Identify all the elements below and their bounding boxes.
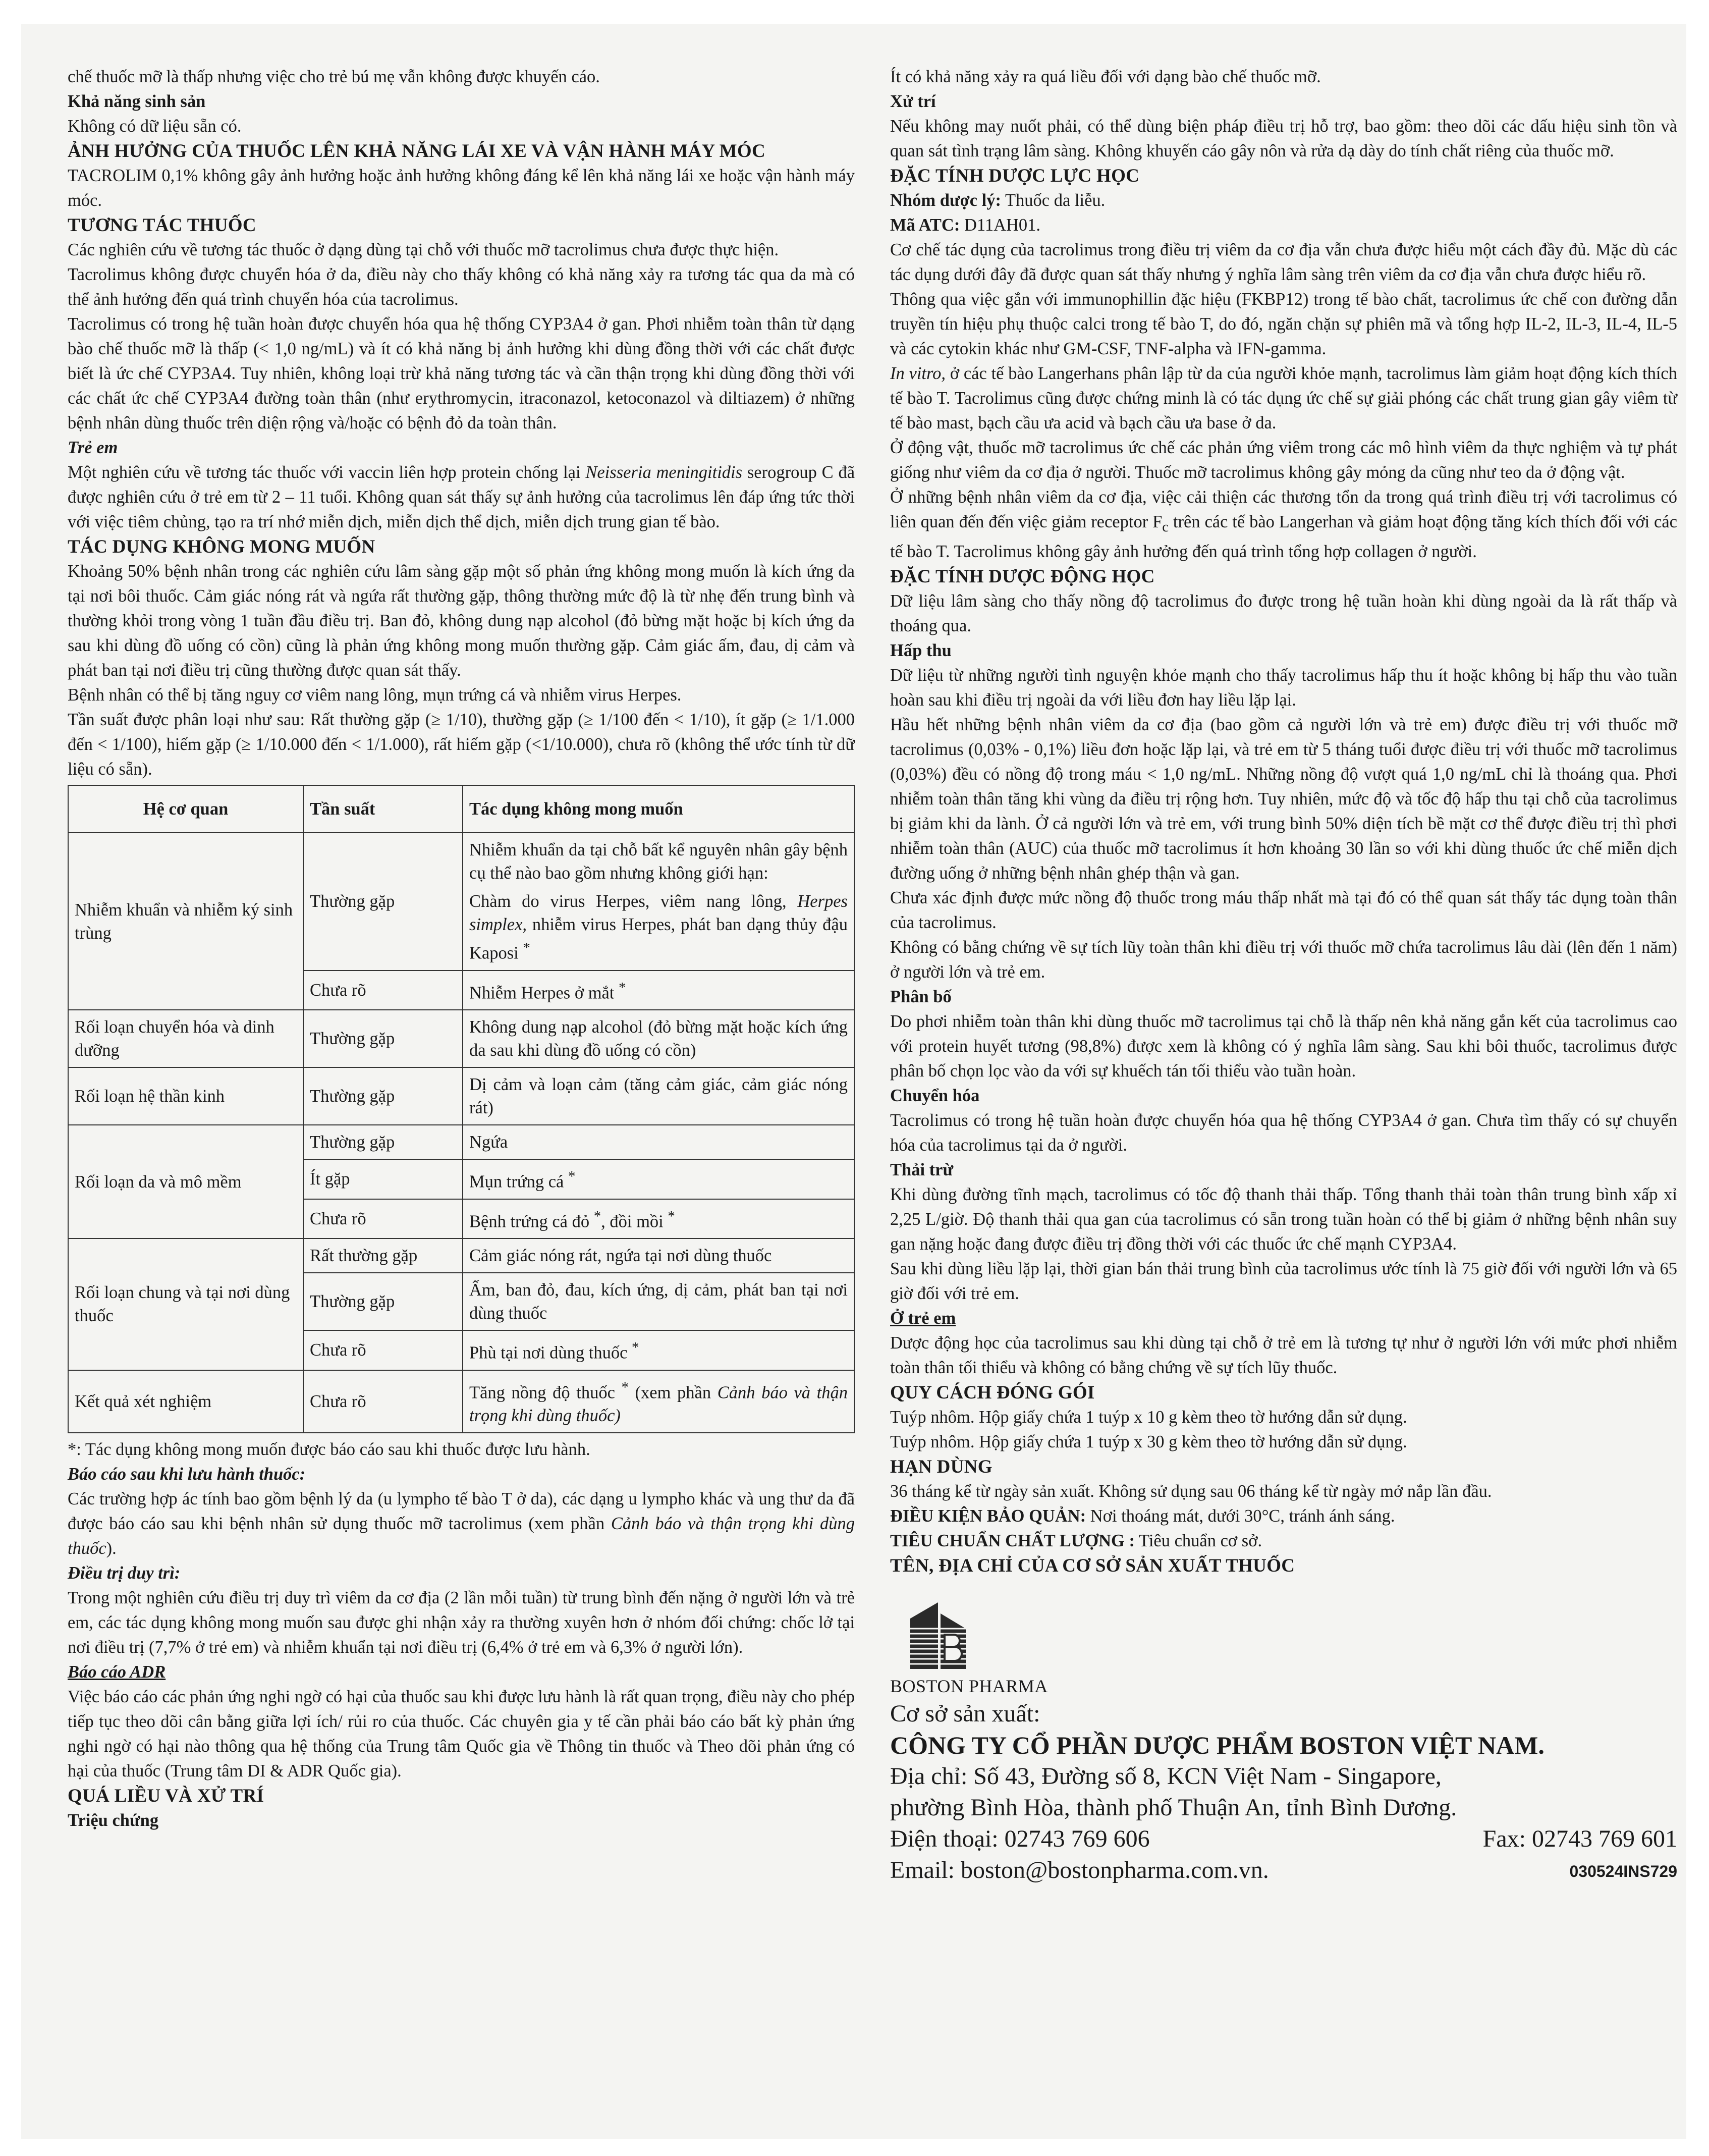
table-cell: Ít gặp <box>303 1159 463 1199</box>
report-adr-text: Việc báo cáo các phản ứng nghi ngờ có hại của thuốc sau khi được lưu hành là rất quan trọng, điều này cho phép tiếp tục theo dõi cân bằng giữa lợi ích/ rủi ro của thuốc. Các chuyên gia y tế cần phải báo cáo bất kỳ phản ứng nghi ngờ có hại nào thông qua hệ thống của Trung tâm Quốc gia về Thông tin thuốc và Theo dõi phản ứng có hại của thuốc (Trung tâm DI & ADR Quốc gia). <box>68 1687 855 1781</box>
table-cell: Nhiễm khuẩn và nhiễm ký sinh trùng <box>68 833 303 1010</box>
absorption-heading: Hấp thu <box>890 640 952 660</box>
phone-fax-row <box>890 1823 1677 1855</box>
absorption-p3: Chưa xác định được mức nồng độ thuốc trong máu thấp nhất mà tại đó có thể quan sát thấy tác dụng toàn thân của tacrolimus. <box>890 888 1677 932</box>
absorption-p1: Dữ liệu từ những người tình nguyện khỏe mạnh cho thấy tacrolimus hấp thu ít hoặc không bị hấp thu vào tuần hoàn sau khi điều trị ngoài da với liều đơn hay liều lặp lại. <box>890 665 1677 710</box>
table-row <box>68 1238 854 1273</box>
interactions-p2: Tacrolimus không được chuyển hóa ở da, điều này cho thấy không có khả năng xảy ra tương tác qua da mà có thể ảnh hưởng đến quá trình chuyển hóa của tacrolimus. <box>68 265 855 309</box>
elimination-heading: Thải trừ <box>890 1160 954 1179</box>
driving-text: TACROLIM 0,1% không gây ảnh hưởng hoặc ảnh hưởng không đáng kể lên khả năng lái xe hoặc vận hành máy móc. <box>68 166 855 210</box>
distribution-heading: Phân bố <box>890 987 952 1006</box>
table-header: Tác dụng không mong muốn <box>463 785 854 833</box>
left-column <box>68 65 855 1833</box>
pd-p1: Cơ chế tác dụng của tacrolimus trong điều trị viêm da cơ địa vẫn chưa được hiểu một cách đầy đủ. Mặc dù các tác dụng dưới đây đã được quan sát thấy nhưng ý nghĩa lâm sàng trên viêm da cơ địa vẫn chưa được hiểu rõ. <box>890 240 1677 284</box>
driving-heading: ẢNH HƯỞNG CỦA THUỐC LÊN KHẢ NĂNG LÁI XE VÀ VẬN HÀNH MÁY MÓC <box>68 141 765 161</box>
fertility-text: Không có dữ liệu sẵn có. <box>68 117 242 136</box>
report-adr-heading: Báo cáo ADR <box>68 1662 166 1682</box>
address-line-1: Địa chỉ: Số 43, Đường số 8, KCN Việt Nam - Singapore, <box>890 1762 1442 1790</box>
table-header: Tần suất <box>303 785 463 833</box>
table-row <box>68 1370 854 1433</box>
interactions-p1: Các nghiên cứu về tương tác thuốc ở dạng dùng tại chỗ với thuốc mỡ tacrolimus chưa được thực hiện. <box>68 240 779 259</box>
manufacturer-label: Cơ sở sản xuất: <box>890 1700 1040 1727</box>
adr-p1: Khoảng 50% bệnh nhân trong các nghiên cứu lâm sàng gặp một số phản ứng không mong muốn là kích ứng da tại nơi bôi thuốc. Cảm giác nóng rát và ngứa rất thường gặp, thông thường mức độ là từ nhẹ đến trung bình và thường khỏi trong vòng 1 tuần đầu điều trị. Ban đỏ, không dung nạp alcohol (đỏ bừng mặt hoặc bị kích ứng da sau khi dùng đồ uống có cồn) cũng là phản ứng không mong muốn thường gặp. Cảm giác ấm, đau, dị cảm và phát ban tại nơi điều trị cũng thường được quan sát thấy. <box>68 562 855 680</box>
table-cell: Thường gặp <box>303 833 463 971</box>
absorption-p2: Hầu hết những bệnh nhân viêm da cơ địa (bao gồm cả người lớn và trẻ em) được điều trị với thuốc mỡ tacrolimus (0,03% - 0,1%) liều đơn hoặc lặp lại, và trẻ em từ 5 tháng tuổi được điều trị với thuốc mỡ tacrolimus (0,03%) đều có nồng độ trong máu < 1,0 ng/mL. Những nồng độ vượt quá 1,0 ng/mL chỉ là thoáng qua. Phơi nhiễm toàn thân tăng khi vùng da điều trị rộng hơn. Tuy nhiên, mức độ và tốc độ hấp thu tại chỗ của tacrolimus bị giảm khi da lành. Ở cả người lớn và trẻ em, với trung bình 50% diện tích bề mặt cơ thể được điều trị thì phơi nhiễm toàn thân (AUC) của thuốc mỡ tacrolimus ít hơn khoảng 30 lần so với khi dùng thuốc ức chế miễn dịch đường uống ở những bệnh nhân ghép thận và gan. <box>890 715 1677 883</box>
packaging-heading: QUY CÁCH ĐÓNG GÓI <box>890 1382 1095 1403</box>
pediatric-heading: Ở trẻ em <box>890 1308 956 1328</box>
table-cell: Rối loạn da và mô mềm <box>68 1125 303 1238</box>
email-address: Email: boston@bostonpharma.com.vn. <box>890 1856 1269 1883</box>
quality-standard: TIÊU CHUẨN CHẤT LƯỢNG : Tiêu chuẩn cơ sở. <box>890 1531 1262 1550</box>
table-cell: Thường gặp <box>303 1067 463 1125</box>
table-cell: Cảm giác nóng rát, ngứa tại nơi dùng thuốc <box>463 1238 854 1273</box>
overdose-heading: QUÁ LIỀU VÀ XỬ TRÍ <box>68 1786 264 1806</box>
building-logo-icon <box>900 1598 976 1674</box>
treatment-text: Nếu không may nuốt phải, có thể dùng biện pháp điều trị hỗ trợ, bao gồm: theo dõi các dấu hiệu sinh tồn và quan sát tình trạng lâm sàng. Không khuyến cáo gây nôn và rửa dạ dày do tính chất riêng của thuốc mỡ. <box>890 117 1677 160</box>
company-name: CÔNG TY CỔ PHẦN DƯỢC PHẨM BOSTON VIỆT NAM. <box>890 1731 1545 1759</box>
distribution-text: Do phơi nhiễm toàn thân khi dùng thuốc mỡ tacrolimus tại chỗ là thấp nên khả năng gắn kết của tacrolimus cao với protein huyết tương (98,8%) được xem là không có ý nghĩa lâm sàng. Sau khi bôi thuốc, tacrolimus được phân bố chọn lọc vào da với sự khuếch tán tối thiểu vào tuần hoàn. <box>890 1011 1677 1081</box>
table-cell: Ấm, ban đỏ, đau, kích ứng, dị cảm, phát ban tại nơi dùng thuốc <box>463 1273 854 1330</box>
table-footnote: *: Tác dụng không mong muốn được báo cáo sau khi thuốc được lưu hành. <box>68 1440 590 1459</box>
pk-p1: Dữ liệu lâm sàng cho thấy nồng độ tacrolimus đo được trong hệ tuần hoàn khi dùng ngoài da là rất thấp và thoáng qua. <box>890 591 1677 635</box>
elimination-p1: Khi dùng đường tĩnh mạch, tacrolimus có tốc độ thanh thải thấp. Tổng thanh thải toàn thân trung bình xấp xỉ 2,25 L/giờ. Độ thanh thải qua gan của tacrolimus có sẵn trong tuần hoàn có thể bị giảm ở những bệnh nhân suy gan nặng hoặc đang được điều trị đồng thời với các thuốc ức chế mạnh CYP3A4. <box>890 1184 1677 1254</box>
table-cell: Dị cảm và loạn cảm (tăng cảm giác, cảm giác nóng rát) <box>463 1067 854 1125</box>
metabolism-heading: Chuyển hóa <box>890 1086 980 1105</box>
adverse-reactions-table <box>68 785 855 1433</box>
pharmacologic-group: Nhóm dược lý: Thuốc da liễu. <box>890 191 1106 210</box>
pediatric-text: Dược động học của tacrolimus sau khi dùng tại chỗ ở trẻ em là tương tự như ở người lớn với mức phơi nhiễm toàn thân tối thiểu và không có bằng chứng về sự tích lũy thuốc. <box>890 1333 1677 1377</box>
table-cell: Rối loạn hệ thần kinh <box>68 1067 303 1125</box>
table-cell: Rối loạn chuyển hóa và dinh dưỡng <box>68 1010 303 1067</box>
treatment-heading: Xử trí <box>890 92 936 111</box>
table-cell: Chưa rõ <box>303 971 463 1010</box>
table-header-row <box>68 785 854 833</box>
elimination-p2: Sau khi dùng liều lặp lại, thời gian bán thải trung bình của tacrolimus ước tính là 75 giờ đối với người lớn và 65 giờ đối với trẻ em. <box>890 1259 1677 1303</box>
adr-heading: TÁC DỤNG KHÔNG MONG MUỐN <box>68 536 375 557</box>
interactions-heading: TƯƠNG TÁC THUỐC <box>68 215 256 236</box>
metabolism-text: Tacrolimus có trong hệ tuần hoàn được chuyển hóa qua hệ thống CYP3A4 ở gan. Chưa tìm thấy có sự chuyển hóa của tacrolimus tại da ở người. <box>890 1110 1677 1155</box>
overdose-text: Ít có khả năng xảy ra quá liều đối với dạng bào chế thuốc mỡ. <box>890 67 1321 86</box>
adr-p2: Bệnh nhân có thể bị tăng nguy cơ viêm nang lông, mụn trứng cá và nhiễm virus Herpes. <box>68 685 682 705</box>
leaflet-sheet <box>21 24 1686 2139</box>
table-cell: Thường gặp <box>303 1273 463 1330</box>
table-row <box>68 1125 854 1159</box>
fax-number: Fax: 02743 769 601 <box>1482 1825 1677 1852</box>
table-cell: Không dung nạp alcohol (đỏ bừng mặt hoặc kích ứng da sau khi dùng đồ uống có cồn) <box>463 1010 854 1067</box>
table-header: Hệ cơ quan <box>68 785 303 833</box>
pharmacodynamics-heading: ĐẶC TÍNH DƯỢC LỰC HỌC <box>890 166 1140 186</box>
table-cell: Nhiễm Herpes ở mắt * <box>463 971 854 1010</box>
table-cell: Thường gặp <box>303 1125 463 1159</box>
packaging-30g: Tuýp nhôm. Hộp giấy chứa 1 tuýp x 30 g kèm theo tờ hướng dẫn sử dụng. <box>890 1432 1407 1451</box>
children-text: Một nghiên cứu về tương tác thuốc với vaccin liên hợp protein chống lại Neisseria meningitidis serogroup C đã được nghiên cứu ở trẻ em từ 2 – 11 tuổi. Không quan sát thấy sự ảnh hưởng của tacrolimus lên đáp ứng tức thời với việc tiêm chủng, tạo ra trí nhớ miễn dịch, miễn dịch thể dịch, miễn dịch trung gian tế bào. <box>68 463 855 531</box>
table-cell: Rất thường gặp <box>303 1238 463 1273</box>
packaging-10g: Tuýp nhôm. Hộp giấy chứa 1 tuýp x 10 g kèm theo tờ hướng dẫn sử dụng. <box>890 1407 1407 1427</box>
children-heading: Trẻ em <box>68 438 118 457</box>
table-row <box>68 1067 854 1125</box>
table-cell: Rối loạn chung và tại nơi dùng thuốc <box>68 1238 303 1370</box>
boston-pharma-logo <box>900 1598 1677 1674</box>
right-column <box>890 65 1677 1886</box>
atc-code: Mã ATC: D11AH01. <box>890 215 1041 235</box>
adr-p3: Tần suất được phân loại như sau: Rất thường gặp (≥ 1/10), thường gặp (≥ 1/100 đến < 1/10), ít gặp (≥ 1/1.000 đến < 1/100), hiếm gặp (≥ 1/10.000 đến < 1/1.000), rất hiếm gặp (<1/10.000), chưa rõ (không thể ước tính từ dữ liệu có sẵn). <box>68 710 855 779</box>
address-line-2: phường Bình Hòa, thành phố Thuận An, tỉnh Bình Dương. <box>890 1794 1457 1821</box>
table-cell: Kết quả xét nghiệm <box>68 1370 303 1433</box>
pd-p4: Ở động vật, thuốc mỡ tacrolimus ức chế các phản ứng viêm trong các mô hình viêm da thực nghiệm và tự phát giống như viêm da cơ địa ở người. Thuốc mỡ tacrolimus không gây mỏng da cũng như teo da ở động vật. <box>890 438 1677 482</box>
symptoms-heading: Triệu chứng <box>68 1811 159 1830</box>
phone-number: Điện thoại: 02743 769 606 <box>890 1825 1150 1852</box>
table-cell: Ngứa <box>463 1125 854 1159</box>
postmarket-text: Các trường hợp ác tính bao gồm bệnh lý da (u lympho tế bào T ở da), các dạng u lympho khác và ung thư da đã được báo cáo sau khi bệnh nhân sử dụng thuốc mỡ tacrolimus (xem phần Cảnh báo và thận trọng khi dùng thuốc). <box>68 1489 855 1558</box>
table-row <box>68 1010 854 1067</box>
table-cell: Bệnh trứng cá đỏ *, đồi mồi * <box>463 1199 854 1239</box>
email-row <box>890 1855 1677 1886</box>
pd-p5: Ở những bệnh nhân viêm da cơ địa, việc cải thiện các thương tổn da trong quá trình điều trị với tacrolimus có liên quan đến đến việc giảm receptor $F_c$ trên các tế bào Langerhan và giảm hoạt động tăng kích thích đối với các tế bào T. Tacrolimus không gây ảnh hưởng đến quá trình tổng hợp collagen ở người. <box>890 488 1677 561</box>
table-cell: Nhiễm khuẩn da tại chỗ bất kể nguyên nhân gây bệnh cụ thể nào bao gồm nhưng không giới hạn: Chàm do virus Herpes, viêm nang lông, Herpes simplex, nhiễm virus Herpes, phát ban dạng thủy đậu Kaposi * <box>463 833 854 971</box>
table-cell: Chưa rõ <box>303 1330 463 1370</box>
table-cell: Mụn trứng cá * <box>463 1159 854 1199</box>
manufacturer-block <box>890 1698 1677 1886</box>
table-cell: Chưa rõ <box>303 1370 463 1433</box>
table-cell: Phù tại nơi dùng thuốc * <box>463 1330 854 1370</box>
shelf-life-heading: HẠN DÙNG <box>890 1456 993 1477</box>
fertility-heading: Khả năng sinh sản <box>68 92 206 111</box>
table-cell: Thường gặp <box>303 1010 463 1067</box>
storage-conditions: ĐIỀU KIỆN BẢO QUẢN: Nơi thoáng mát, dưới 30°C, tránh ánh sáng. <box>890 1506 1395 1526</box>
lactation-text: chế thuốc mỡ là thấp nhưng việc cho trẻ bú mẹ vẫn không được khuyến cáo. <box>68 67 600 86</box>
table-cell: Tăng nồng độ thuốc * (xem phần Cảnh báo và thận trọng khi dùng thuốc) <box>463 1370 854 1433</box>
pd-p2: Thông qua việc gắn với immunophillin đặc hiệu (FKBP12) trong tế bào chất, tacrolimus ức chế con đường dẫn truyền tín hiệu phụ thuộc calci trong tế bào T, do đó, ngăn chặn sự phiên mã và tổng hợp IL-2, IL-3, IL-4, IL-5 và các cytokin khác như GM-CSF, TNF-alpha và IFN-gamma. <box>890 290 1677 358</box>
absorption-p4: Không có bằng chứng về sự tích lũy toàn thân khi điều trị với thuốc mỡ chứa tacrolimus lâu dài (lên đến 1 năm) ở người lớn và trẻ em. <box>890 937 1677 982</box>
document-code: 030524INS729 <box>1569 1862 1677 1880</box>
shelf-life-text: 36 tháng kể từ ngày sản xuất. Không sử dụng sau 06 tháng kể từ ngày mở nắp lần đầu. <box>890 1481 1492 1501</box>
interactions-p3: Tacrolimus có trong hệ tuần hoàn được chuyển hóa qua hệ thống CYP3A4 ở gan. Phơi nhiễm toàn thân từ dạng bào chế thuốc mỡ là thấp (< 1,0 ng/mL) và ít có khả năng bị ảnh hưởng khi dùng đồng thời với các chất được biết là ức chế CYP3A4. Tuy nhiên, không loại trừ khả năng tương tác và cần thận trọng khi dùng đồng thời với các chất ức chế CYP3A4 đường toàn thân (như erythromycin, itraconazol, ketoconazol và diltiazem) ở những bệnh nhân dùng thuốc trên diện rộng và/hoặc có bệnh đỏ da toàn thân. <box>68 314 855 433</box>
pd-p3: In vitro, ở các tế bào Langerhans phân lập từ da của người khỏe mạnh, tacrolimus làm giảm hoạt động kích thích tế bào T. Tacrolimus cũng được chứng minh là có tác dụng ức chế sự giải phóng các chất trung gian gây viêm từ tế bào mast, bạch cầu ưa acid và bạch cầu ưa base ở da. <box>890 364 1677 433</box>
maintenance-text: Trong một nghiên cứu điều trị duy trì viêm da cơ địa (2 lần mỗi tuần) từ trung bình đến nặng ở người lớn và trẻ em, các tác dụng không mong muốn sau được ghi nhận xảy ra thường xuyên hơn ở nhóm đối chứng: chốc lở tại nơi điều trị (7,7% ở trẻ em) và nhiễm khuẩn tại nơi điều trị (6,4% ở trẻ em và 6,3% ở người lớn). <box>68 1588 855 1657</box>
pharmacokinetics-heading: ĐẶC TÍNH DƯỢC ĐỘNG HỌC <box>890 566 1155 587</box>
postmarket-heading: Báo cáo sau khi lưu hành thuốc: <box>68 1465 306 1484</box>
table-row <box>68 833 854 971</box>
manufacturer-heading: TÊN, ĐỊA CHỈ CỦA CƠ SỞ SẢN XUẤT THUỐC <box>890 1555 1295 1576</box>
brand-name: BOSTON PHARMA <box>890 1676 1048 1696</box>
maintenance-heading: Điều trị duy trì: <box>68 1564 181 1583</box>
table-cell: Chưa rõ <box>303 1199 463 1239</box>
